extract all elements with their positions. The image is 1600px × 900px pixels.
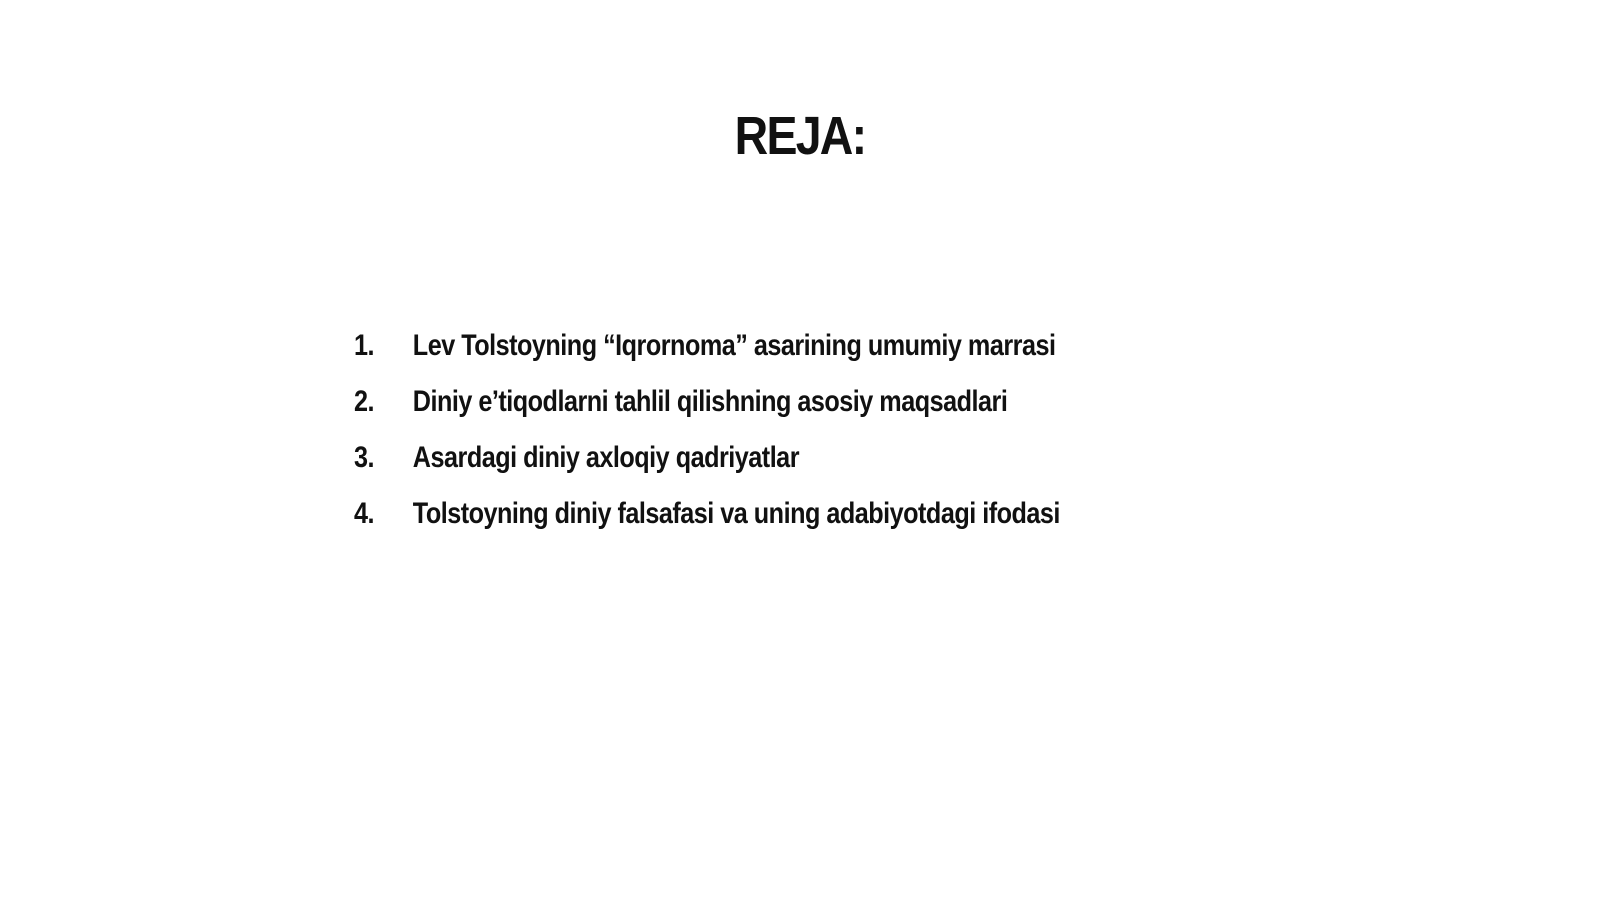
slide-title: REJA: [734,106,866,166]
list-item-number: 1. [354,329,375,362]
list-item-text: Asardagi diniy axloqiy qadriyatlar [412,441,800,474]
list-item [354,382,1060,438]
plan-list [354,326,1060,550]
list-item [354,438,1060,494]
list-item [354,326,1060,382]
list-item-number: 3. [354,441,375,474]
list-item-text: Diniy e’tiqodlarni tahlil qilishning asosiy maqsadlari [412,385,1008,418]
list-item [354,494,1060,550]
list-item-text: Tolstoyning diniy falsafasi va uning adabiyotdagi ifodasi [412,497,1060,530]
list-item-number: 2. [354,385,375,418]
list-item-text: Lev Tolstoyning “Iqrornoma” asarining umumiy marrasi [412,329,1056,362]
list-item-number: 4. [354,497,375,530]
